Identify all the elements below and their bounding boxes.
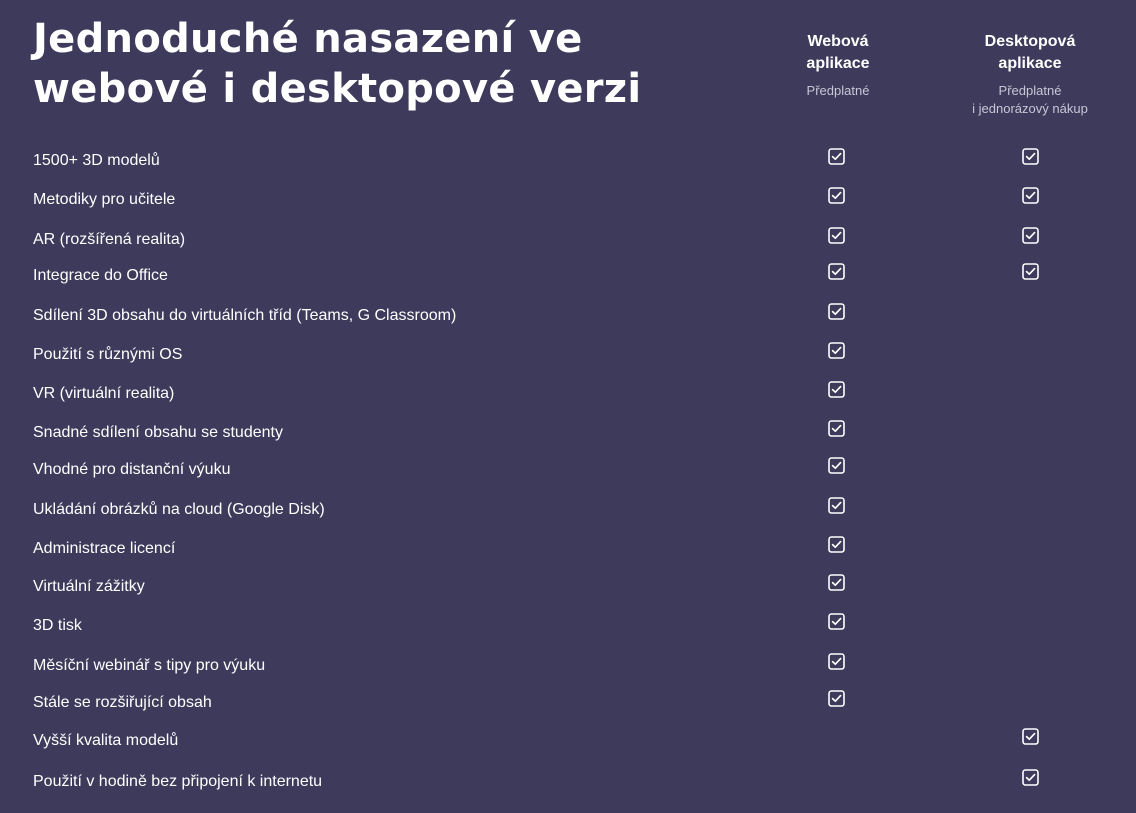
feature-label: Sdílení 3D obsahu do virtuálních tříd (Teams, G Classroom): [33, 307, 457, 324]
feature-label: Ukládání obrázků na cloud (Google Disk): [33, 501, 325, 518]
feature-row: [0, 539, 1136, 569]
checkbox-checked-icon: [828, 303, 845, 320]
feature-row: [0, 772, 1136, 802]
checkbox-checked-icon: [828, 187, 845, 204]
feature-row: [0, 423, 1136, 453]
feature-label: Použití v hodině bez připojení k internetu: [33, 773, 323, 790]
checkbox-checked-icon: [828, 148, 845, 165]
feature-label: Virtuální zážitky: [33, 578, 145, 595]
checkbox-checked-icon: [828, 420, 845, 437]
checkbox-checked-icon: [828, 263, 845, 280]
feature-row: [0, 151, 1136, 181]
checkbox-checked-icon: [828, 574, 845, 591]
checkbox-checked-icon: [1022, 769, 1039, 786]
feature-row: [0, 384, 1136, 414]
feature-row: [0, 500, 1136, 530]
checkbox-checked-icon: [828, 613, 845, 630]
checkbox-checked-icon: [1022, 148, 1039, 165]
feature-label: Integrace do Office: [33, 267, 168, 284]
checkbox-checked-icon: [828, 536, 845, 553]
feature-label: 3D tisk: [33, 617, 82, 634]
feature-row: [0, 230, 1136, 260]
checkbox-checked-icon: [828, 457, 845, 474]
checkbox-checked-icon: [828, 227, 845, 244]
checkbox-checked-icon: [1022, 227, 1039, 244]
column-name-web: Webová aplikace: [806, 33, 870, 72]
feature-label: AR (rozšířená realita): [33, 231, 186, 248]
checkbox-checked-icon: [1022, 728, 1039, 745]
feature-label: Vhodné pro distanční výuku: [33, 461, 231, 478]
feature-row: [0, 190, 1136, 220]
feature-label: Metodiky pro učitele: [33, 191, 176, 208]
feature-row: [0, 656, 1136, 686]
checkbox-checked-icon: [828, 342, 845, 359]
feature-row: [0, 266, 1136, 296]
feature-row: [0, 731, 1136, 761]
checkbox-checked-icon: [828, 690, 845, 707]
feature-row: [0, 306, 1136, 336]
page-title: Jednoduché nasazení ve webové i desktopové verzi: [33, 16, 642, 112]
feature-label: Stále se rozšiřující obsah: [33, 694, 212, 711]
feature-label: Použití s různými OS: [33, 346, 183, 363]
checkbox-checked-icon: [1022, 187, 1039, 204]
column-subtitle-desktop: Předplatné i jednorázový nákup: [972, 83, 1088, 116]
checkbox-checked-icon: [1022, 263, 1039, 280]
checkbox-checked-icon: [828, 653, 845, 670]
column-name-desktop: Desktopová aplikace: [984, 33, 1076, 72]
feature-row: [0, 693, 1136, 723]
feature-label: Vyšší kvalita modelů: [33, 732, 179, 749]
feature-label: Snadné sdílení obsahu se studenty: [33, 424, 283, 441]
checkbox-checked-icon: [828, 497, 845, 514]
feature-row: [0, 345, 1136, 375]
feature-row: [0, 460, 1136, 490]
feature-row: [0, 577, 1136, 607]
checkbox-checked-icon: [828, 381, 845, 398]
column-subtitle-web: Předplatné: [806, 83, 870, 98]
feature-label: VR (virtuální realita): [33, 385, 175, 402]
feature-label: 1500+ 3D modelů: [33, 152, 160, 169]
feature-row: [0, 616, 1136, 646]
feature-label: Měsíční webinář s tipy pro výuku: [33, 657, 266, 674]
feature-label: Administrace licencí: [33, 540, 176, 557]
